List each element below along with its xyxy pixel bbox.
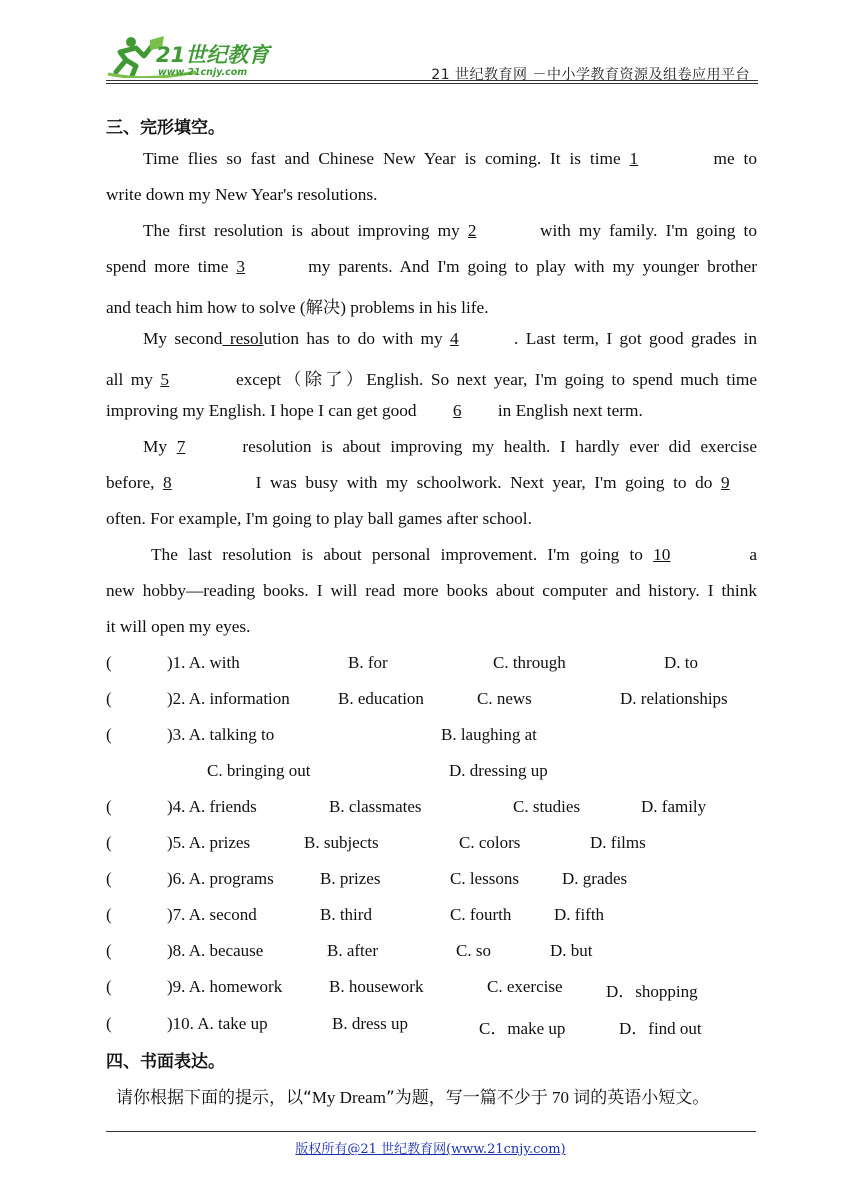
- answer-paren[interactable]: (: [106, 869, 112, 888]
- option-d: D. to: [664, 653, 698, 672]
- option-b: B. after: [327, 941, 378, 960]
- option-b: B. subjects: [304, 833, 379, 852]
- option-c: C. exercise: [487, 977, 563, 996]
- page-header: [106, 30, 758, 82]
- option-d: D. films: [590, 833, 646, 852]
- option-c: C. colors: [459, 833, 521, 852]
- passage-line: and teach him how to solve (解决) problems in his life.: [106, 298, 489, 317]
- answer-paren[interactable]: (: [106, 689, 112, 708]
- blank-2: 2: [467, 221, 477, 240]
- option-a: )2. A. information: [167, 689, 290, 708]
- answer-paren[interactable]: (: [106, 797, 112, 816]
- option-a: )1. A. with: [167, 653, 240, 672]
- option-b: B. education: [338, 689, 424, 708]
- option-b: B. prizes: [320, 869, 381, 888]
- option-a: )3. A. talking to: [167, 725, 275, 744]
- blank-10: 10: [653, 545, 671, 564]
- option-a: )8. A. because: [167, 941, 264, 960]
- option-c: C. through: [493, 653, 566, 672]
- footer-divider: [106, 1131, 756, 1132]
- answer-paren[interactable]: (: [106, 653, 112, 672]
- passage-line: My second resolution has to do with my 4 . Last term, I got good grades in: [143, 329, 757, 348]
- option-a: )5. A. prizes: [167, 833, 251, 852]
- passage-line: improving my English. I hope I can get good 6 in English next term.: [106, 401, 643, 420]
- option-d: D. grades: [562, 869, 628, 888]
- option-b: B. classmates: [329, 797, 422, 816]
- option-b: B. laughing at: [441, 725, 537, 744]
- passage-line: write down my New Year's resolutions.: [106, 185, 378, 204]
- footer-copyright-link[interactable]: 版权所有@21 世纪教育网(www.21cnjy.com): [295, 1142, 566, 1157]
- blank-8: 8: [163, 473, 172, 492]
- answer-paren[interactable]: (: [106, 977, 112, 996]
- option-a: )10. A. take up: [167, 1014, 268, 1033]
- option-d: D. relationships: [620, 689, 728, 708]
- option-c: C. lessons: [450, 869, 519, 888]
- option-b: B. housework: [329, 977, 424, 996]
- option-d: D．find out: [619, 1019, 702, 1038]
- option-b: B. third: [320, 905, 372, 924]
- section-title-cloze: 三、完形填空。: [106, 118, 225, 138]
- logo-url: www.21cnjy.com: [158, 67, 248, 78]
- passage-line: Time flies so fast and Chinese New Year is coming. It is time 1 me to: [143, 149, 757, 168]
- passage-line: it will open my eyes.: [106, 617, 251, 636]
- passage-line: before, 8 I was busy with my schoolwork. Next year, I'm going to do 9: [106, 473, 757, 493]
- option-d: D. family: [641, 797, 707, 816]
- option-a: )6. A. programs: [167, 869, 274, 888]
- option-c: C. studies: [513, 797, 581, 816]
- header-divider-thin: [106, 83, 758, 84]
- section-title-writing: 四、书面表达。: [106, 1052, 225, 1072]
- blank-6: 6: [452, 401, 462, 420]
- passage-line: The last resolution is about personal improvement. I'm going to 10 a: [151, 545, 757, 564]
- option-a: )9. A. homework: [167, 977, 283, 996]
- blank-9: 9: [721, 473, 730, 492]
- option-b: B. for: [348, 653, 388, 672]
- blank-1: 1: [629, 149, 639, 168]
- blank-3: 3: [236, 257, 245, 276]
- writing-prompt: 请你根据下面的提示，以“My Dream”为题，写一篇不少于 70 词的英语小短文。: [116, 1088, 710, 1108]
- option-c: C. bringing out: [207, 761, 311, 780]
- passage-line: The first resolution is about improving my 2 with my family. I'm going to: [143, 221, 757, 240]
- answer-paren[interactable]: (: [106, 941, 112, 960]
- passage-line: new hobby—reading books. I will read more books about computer and history. I think: [106, 581, 757, 600]
- option-d: D．shopping: [606, 982, 698, 1001]
- answer-paren[interactable]: (: [106, 1014, 112, 1033]
- option-d: D. dressing up: [449, 761, 548, 780]
- header-subtitle: 21 世纪教育网 －中小学教育资源及组卷应用平台: [431, 67, 750, 83]
- option-a: )7. A. second: [167, 905, 257, 924]
- option-c: C. so: [456, 941, 491, 960]
- option-c: C. news: [477, 689, 532, 708]
- logo: [106, 34, 281, 78]
- option-c: C. fourth: [450, 905, 512, 924]
- answer-paren[interactable]: (: [106, 905, 112, 924]
- passage-line: often. For example, I'm going to play ball games after school.: [106, 509, 532, 528]
- logo-title: 21世纪教育: [156, 43, 270, 67]
- passage-line: spend more time 3 my parents. And I'm going to play with my younger brother: [106, 257, 757, 276]
- passage-line: all my 5 except（除了）English. So next year, I'm going to spend much time: [106, 370, 757, 389]
- passage-line: My 7 resolution is about improving my health. I hardly ever did exercise: [143, 437, 757, 456]
- answer-paren[interactable]: (: [106, 725, 112, 744]
- blank-5: 5: [160, 370, 170, 389]
- option-c: C．make up: [479, 1019, 566, 1038]
- option-b: B. dress up: [332, 1014, 409, 1033]
- blank-7: 7: [176, 437, 186, 456]
- header-divider: [106, 80, 758, 81]
- option-d: D. fifth: [554, 905, 605, 924]
- option-a: )4. A. friends: [167, 797, 257, 816]
- blank-4: 4: [450, 329, 459, 348]
- option-d: D. but: [550, 941, 593, 960]
- answer-paren[interactable]: (: [106, 833, 112, 852]
